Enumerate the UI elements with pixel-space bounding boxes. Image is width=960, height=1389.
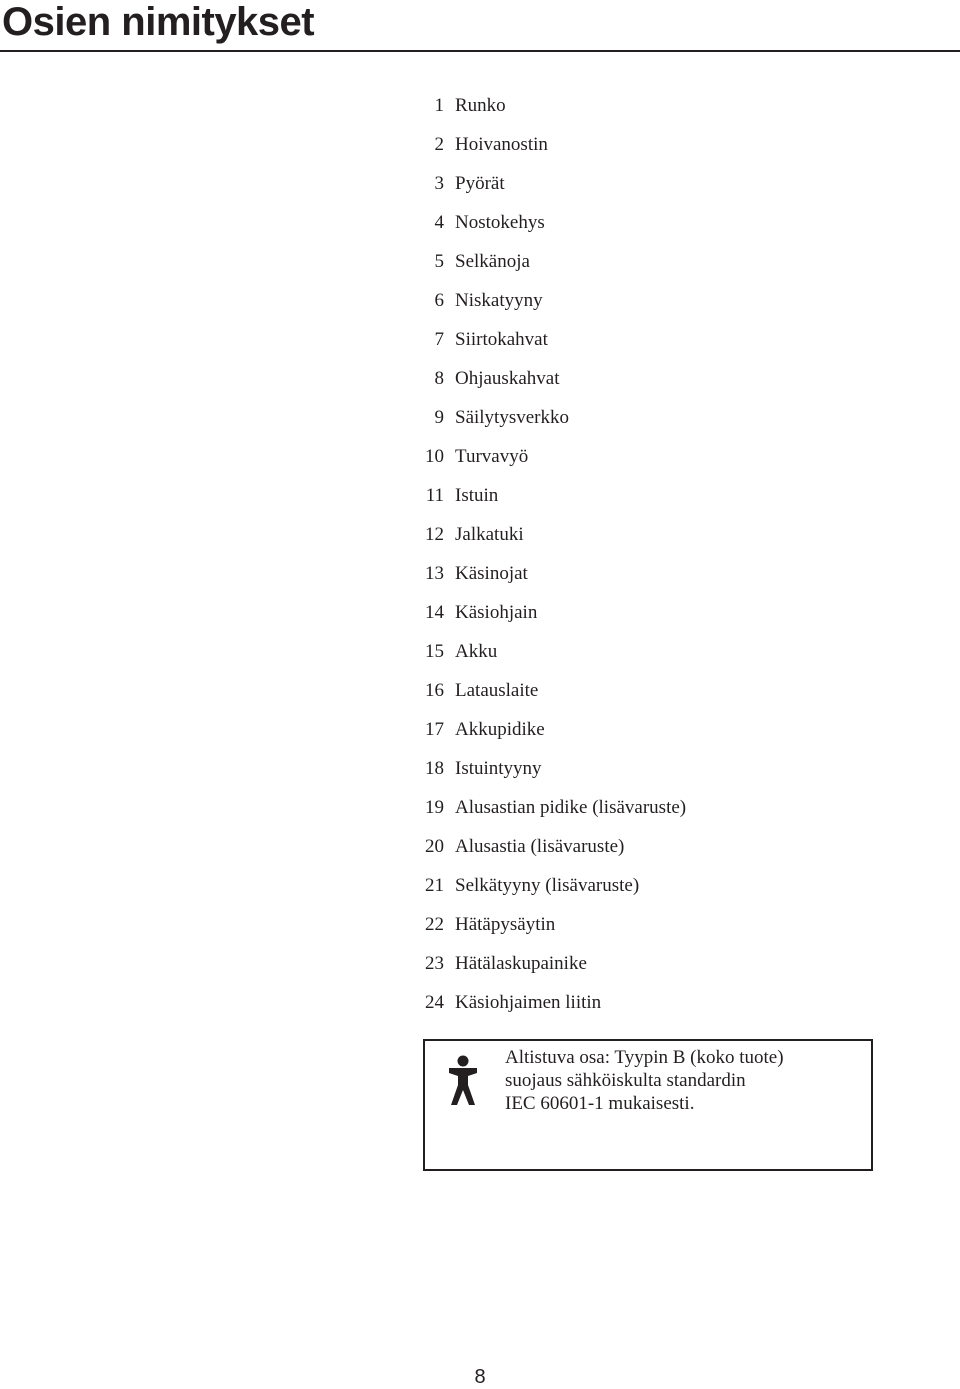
- part-number: 11: [425, 485, 444, 506]
- list-item: [414, 437, 686, 476]
- part-number: 1: [434, 95, 444, 116]
- list-item: [414, 398, 686, 437]
- part-name: Siirtokahvat: [455, 329, 548, 350]
- list-item: [414, 593, 686, 632]
- part-name: Turvavyö: [455, 446, 529, 467]
- part-number: 6: [434, 290, 444, 311]
- part-number: 21: [425, 875, 444, 896]
- list-item: [414, 983, 686, 1022]
- part-name: Selkänoja: [455, 251, 530, 272]
- part-number: 9: [434, 407, 444, 428]
- part-number: 10: [425, 446, 444, 467]
- list-item: [414, 866, 686, 905]
- title-divider: [0, 50, 960, 52]
- notice-line: Altistuva osa: Tyypin B (koko tuote): [505, 1047, 784, 1068]
- list-item: [414, 281, 686, 320]
- notice-line: IEC 60601-1 mukaisesti.: [505, 1093, 695, 1114]
- page-number: 8: [474, 1366, 486, 1388]
- list-item: [414, 359, 686, 398]
- part-name: Hätäpysäytin: [455, 914, 556, 935]
- part-number: 5: [434, 251, 444, 272]
- part-name: Akku: [455, 641, 498, 662]
- list-item: [414, 749, 686, 788]
- list-item: [414, 476, 686, 515]
- list-item: [414, 125, 686, 164]
- part-name: Alusastia (lisävaruste): [455, 836, 625, 857]
- part-name: Akkupidike: [455, 719, 545, 740]
- list-item: [414, 788, 686, 827]
- part-name: Käsiohjain: [455, 602, 538, 623]
- part-name: Pyörät: [455, 173, 505, 194]
- part-name: Istuintyyny: [455, 758, 542, 779]
- list-item: [414, 320, 686, 359]
- part-name: Runko: [455, 95, 506, 116]
- parts-list: [414, 86, 686, 1022]
- part-number: 17: [425, 719, 444, 740]
- part-number: 2: [434, 134, 444, 155]
- type-b-applied-part-icon: [445, 1055, 481, 1107]
- list-item: [414, 203, 686, 242]
- applied-part-notice: [423, 1039, 873, 1171]
- list-item: [414, 827, 686, 866]
- list-item: [414, 164, 686, 203]
- part-number: 20: [425, 836, 444, 857]
- part-number: 14: [425, 602, 444, 623]
- list-item: [414, 710, 686, 749]
- part-number: 18: [425, 758, 444, 779]
- notice-text: [505, 1046, 784, 1115]
- part-name: Hoivanostin: [455, 134, 548, 155]
- list-item: [414, 905, 686, 944]
- list-item: [414, 944, 686, 983]
- list-item: [414, 632, 686, 671]
- part-number: 7: [434, 329, 444, 350]
- part-name: Niskatyyny: [455, 290, 543, 311]
- part-number: 12: [425, 524, 444, 545]
- part-name: Käsinojat: [455, 563, 528, 584]
- part-name: Alusastian pidike (lisävaruste): [455, 797, 687, 818]
- part-name: Selkätyyny (lisävaruste): [455, 875, 640, 896]
- part-number: 23: [425, 953, 444, 974]
- page-title: Osien nimitykset: [2, 0, 315, 44]
- part-number: 16: [425, 680, 444, 701]
- part-number: 15: [425, 641, 444, 662]
- part-number: 8: [434, 368, 444, 389]
- list-item: [414, 86, 686, 125]
- part-name: Säilytysverkko: [455, 407, 569, 428]
- list-item: [414, 554, 686, 593]
- part-number: 3: [434, 173, 444, 194]
- list-item: [414, 671, 686, 710]
- part-name: Käsiohjaimen liitin: [455, 992, 602, 1013]
- part-name: Istuin: [455, 485, 499, 506]
- part-name: Nostokehys: [455, 212, 545, 233]
- part-number: 19: [425, 797, 444, 818]
- part-name: Ohjauskahvat: [455, 368, 560, 389]
- list-item: [414, 515, 686, 554]
- part-number: 13: [425, 563, 444, 584]
- part-number: 24: [425, 992, 444, 1013]
- part-number: 22: [425, 914, 444, 935]
- notice-line: suojaus sähköiskulta standardin: [505, 1070, 746, 1091]
- part-number: 4: [434, 212, 444, 233]
- part-name: Latauslaite: [455, 680, 539, 701]
- part-name: Jalkatuki: [455, 524, 524, 545]
- list-item: [414, 242, 686, 281]
- part-name: Hätälaskupainike: [455, 953, 587, 974]
